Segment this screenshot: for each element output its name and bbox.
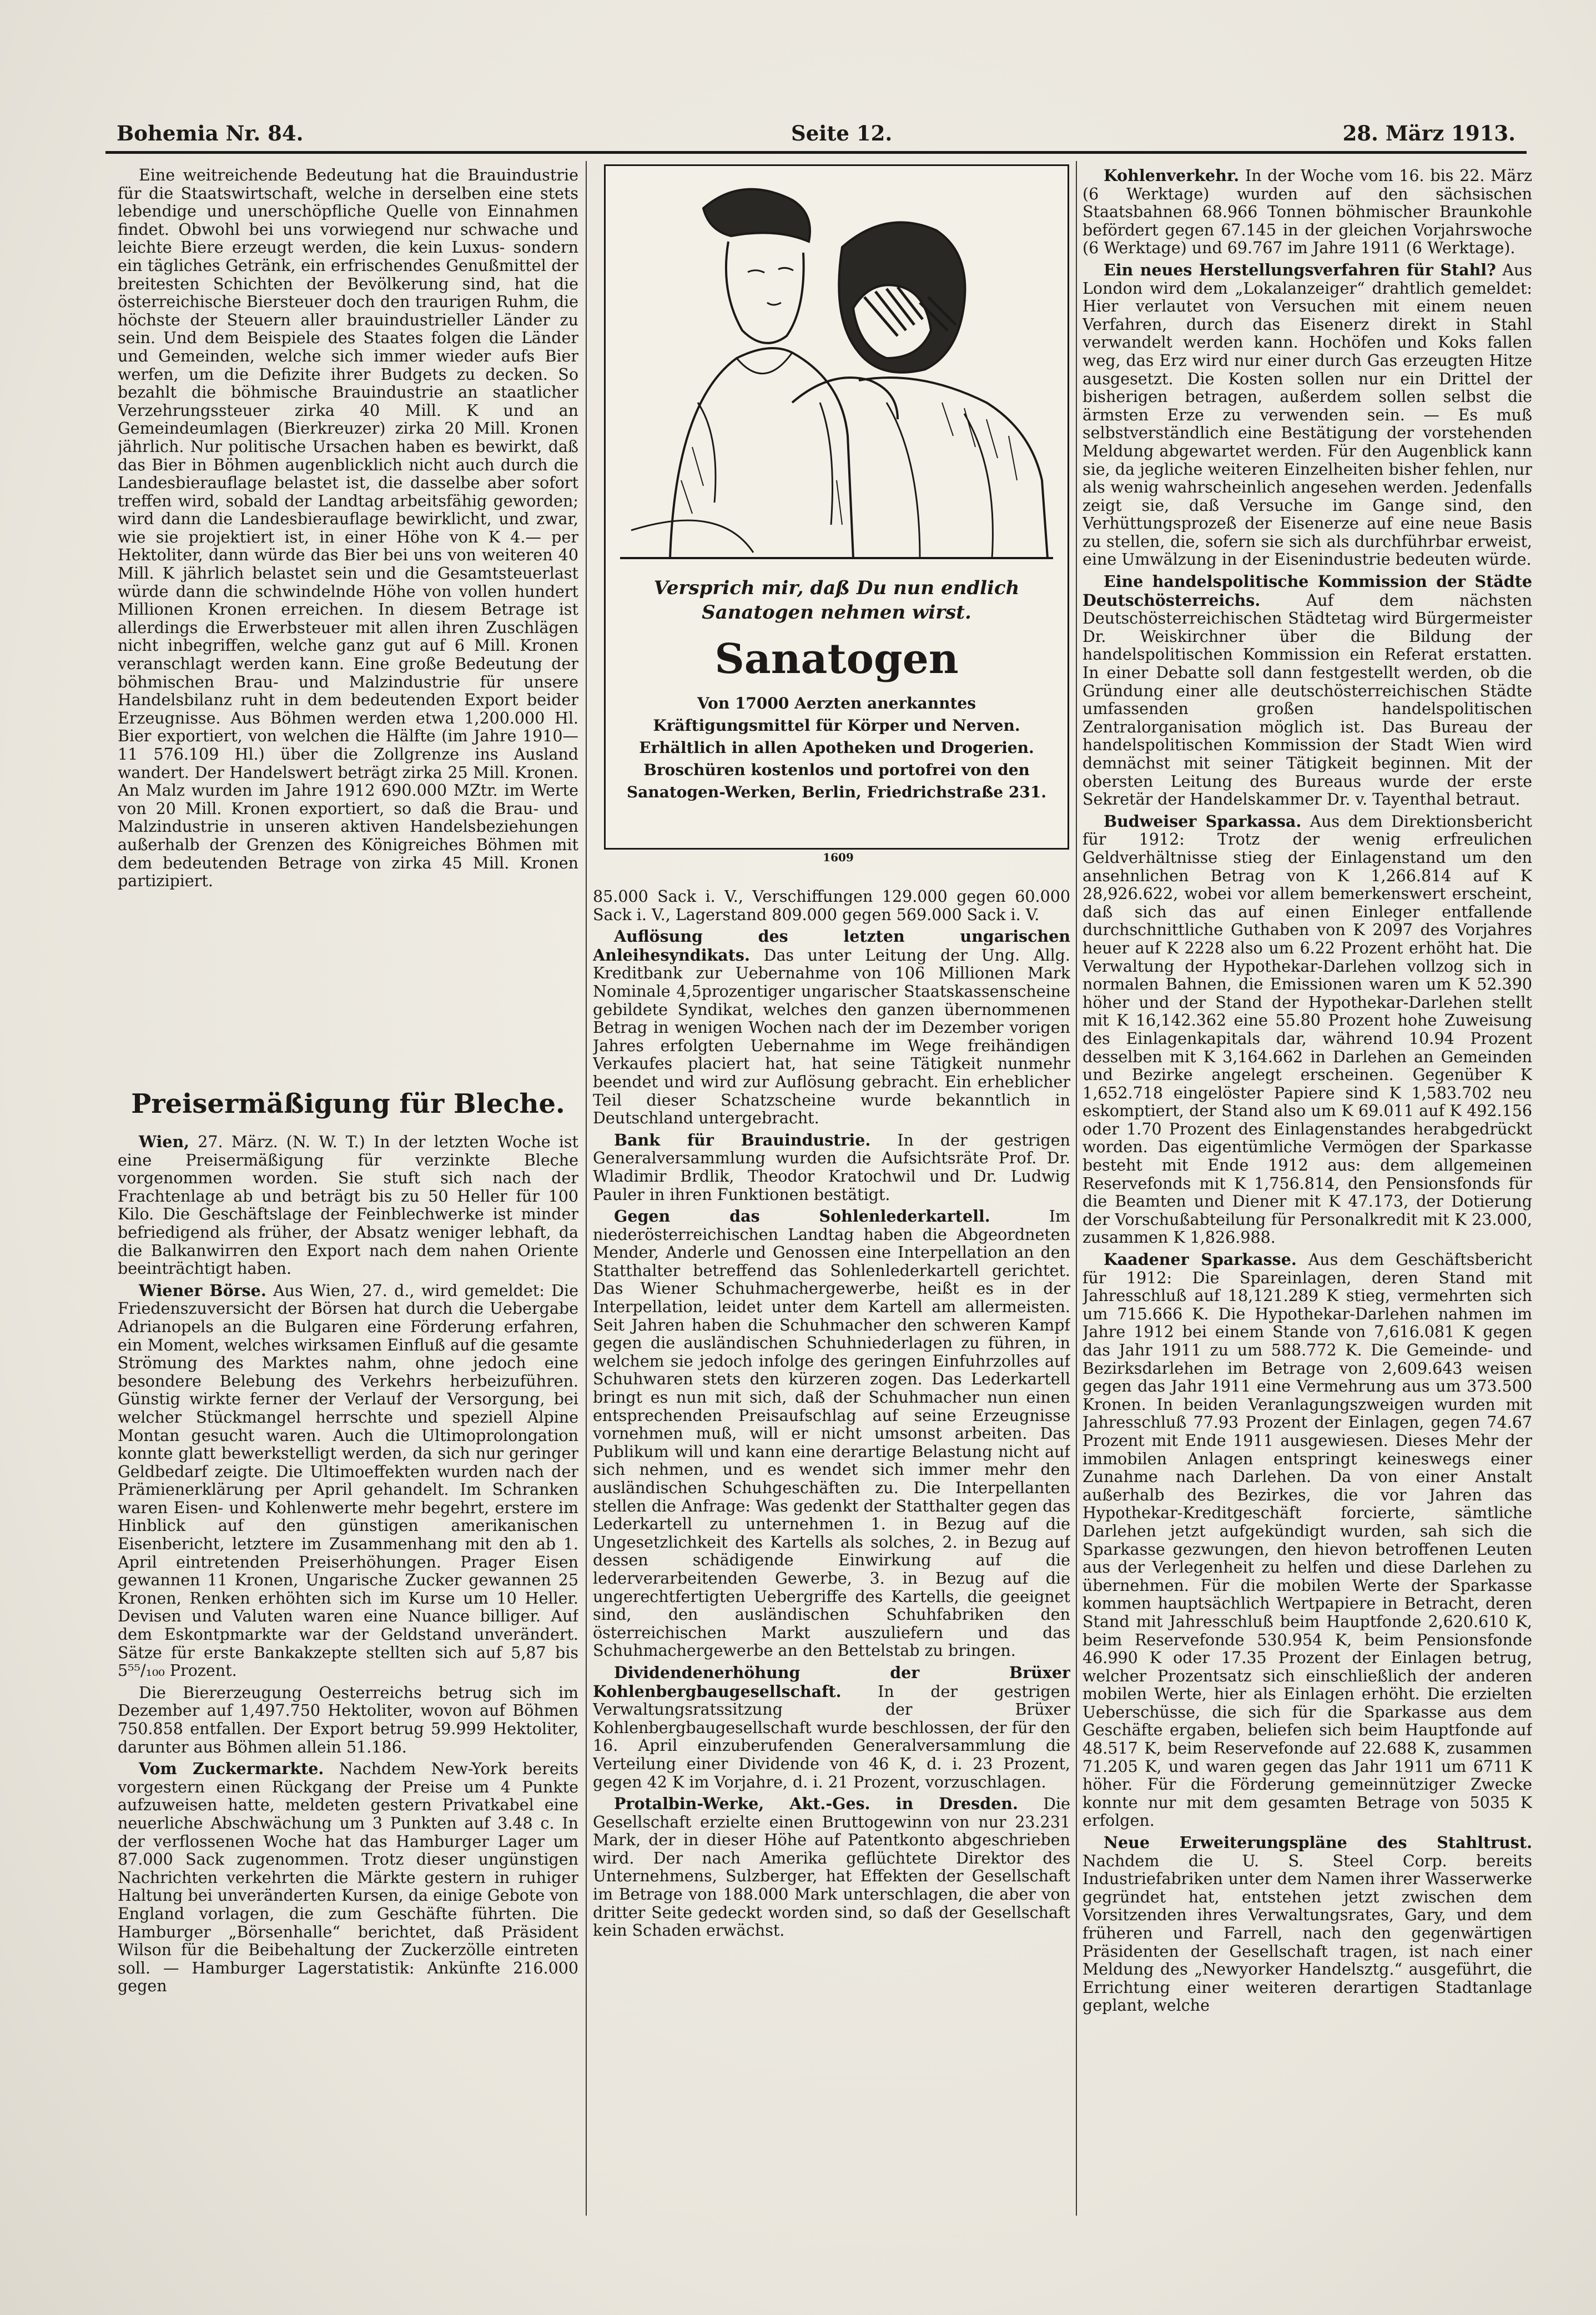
sanatogen-advertisement [604,164,1069,850]
article-paragraph: Eine weitreichende Bedeutung hat die Brauindustrie für die Staatswirtschaft, welche in derselben eine stets lebendige und unerschöpfliche Quelle von Einnahmen findet. Obwohl bei uns vorwiegend nur schwache und leichte Biere erzeugt werden, die kein Luxus- sondern ein tägliches Getränk, ein erfrischendes Genußmittel der breitesten Schichten der Bevölkerung sind, hat die österreichische Biersteuer doch den traurigen Ruhm, die höchste der Steuern aller brauindustrieller Länder zu sein. Und dem Beispiele des Staates folgen die Länder und Gemeinden, welche sich immer wieder aufs Bier werfen, um die Defizite ihrer Budgets zu decken. So bezahlt die böhmische Brauindustrie an staatlicher Verzehrungssteuer zirka 40 Mill. K und an Gemeindeumlagen (Bierkreuzer) zirka 20 Mill. Kronen jährlich. Nur politische Ursachen haben es bewirkt, daß das Bier in Böhmen augenblicklich nicht auch durch die Landesbierauflage belastet ist, die dasselbe aber sofort treffen wird, sobald der Landtag arbeitsfähig geworden; wird dann die Landesbierauflage bewirklicht, und zwar, wie sie projektiert ist, in einer Höhe von K 4.— per Hektoliter, dann würde das Bier bei uns von weiteren 40 Mill. K jährlich belastet sein und die Gesamtsteuerlast würde dann die schwindelnde Höhe von vollen hundert Millionen Kronen erreichen. In diesem Betrage ist allerdings die Erwerbsteuer mit allen ihren Zuschlägen nicht inbegriffen, welche ganz gut auf 6 Mill. Kronen veranschlagt werden kann. Eine große Bedeutung der böhmischen Brau- und Malzindustrie für unsere Handelsbilanz ruht in dem bedeutenden Export beider Erzeugnisse. Aus Böhmen werden etwa 1,200.000 Hl. Bier exportiert, von welchen die Hälfte (im Jahre 1910—11 576.109 Hl.) über die Zollgrenze ins Ausland wandert. Der Handelswert beträgt zirka 25 Mill. Kronen. An Malz wurden im Jahre 1912 690.000 MZtr. im Werte von 20 Mill. Kronen exportiert, so daß die Brau- und Malzindustrie in unseren aktiven Handelsbeziehungen außerhalb der Grenzen des Königreiches Böhmen mit dem bedeutenden Betrage von zirka 45 Mill. Kronen partizipiert. [118,167,578,891]
news-item-text: Die Biererzeugung Oesterreichs betrug sich im Dezember auf 1,497.750 Hektoliter, wovon auf Böhmen 750.858 entfallen. Der Export betrug 59.999 Hektoliter, darunter aus Böhmen allein 51.186. [118,1683,578,1756]
news-item-lead: Kohlenverkehr. [1104,167,1240,185]
news-item [1083,573,1532,809]
news-item-lead: Auflösung des letzten ungarischen Anleihesyndikats. [593,927,1070,965]
news-item [118,1282,578,1680]
news-item [593,1131,1070,1204]
news-item-lead: Vom Zuckermarkte. [139,1759,324,1779]
column-right [1083,167,1532,2221]
news-item-text: 85.000 Sack i. V., Verschiffungen 129.000 gegen 60.000 Sack i. V., Lagerstand 809.000 gegen 569.000 Sack i. V. [593,887,1070,924]
news-item-text: Nachdem New-York bereits vorgestern einen Rückgang der Preise um 4 Punkte aufzuweisen hatte, meldeten gestern Privatkabel eine neuerliche Abschwächung um 3 Punkten auf 3.48 c. In der verflossenen Woche hat das Hamburger Lager um 87.000 Sack zugenommen. Trotz dieser ungünstigen Nachrichten verkehrten die Märkte gestern in ruhiger Haltung bei unveränderten Kursen, da einige Gebote von England vorlagen, die zum Geschäfte führten. Die Hamburger „Börsenhalle“ berichtet, daß Präsident Wilson für die Beibehaltung der Zuckerzölle eintreten soll. — Hamburger Lagerstatistik: Ankünfte 216.000 gegen [118,1760,578,1996]
news-item-text: Aus dem Direktionsbericht für 1912: Trotz der wenig erfreulichen Geldverhältnisse stieg der Einlagenstand um den ansehnlichen Betrag von K 1,266.814 auf K 28,926.622, wobei vor allem bemerkenswert erscheint, daß sich das auf einen Einleger entfallende durchschnittliche Guthaben von K 2097 des Vorjahres heuer auf K 2228 also um 6.22 Prozent erhöht hat. Die Verwaltung der Hypothekar-Darlehen vollzog sich in normalen Bahnen, die Emissionen waren um K 52.390 höher und der Stand der Hypothekar-Darlehen stellt mit K 16,142.362 eine 55.80 Prozent hohe Zuweisung des Einlagenkapitals dar, während 10.94 Prozent desselben mit K 3,164.662 in Darlehen an Gemeinden und Bezirke angelegt erscheinen. Gegenüber K 1,652.718 eingelöster Papiere sind K 1,583.702 neu eskomptiert, der Stand also um K 69.011 auf K 492.156 oder 1.70 Prozent des Einlagenstandes herabgedrückt worden. Das eigentümliche Vermögen der Sparkasse besteht mit Ende 1912 aus: dem allgemeinen Reservefonds mit K 1,756.814, den Pensionsfonds für die Beamten und Diener mit K 47.173, der Dotierung der Vorschußabteilung für Personalkredit mit K 23.000, zusammen K 1,826.988. [1083,812,1532,1247]
ad-body-text: Von 17000 Aerzten anerkanntes Kräftigungsmittel für Körper und Nerven. Erhältlich in allen Apotheken und Drogerien. Broschüren kostenlos und portofrei von den Sanatogen-Werken, Berlin, Friedrichstraße 231. [626,694,1047,801]
news-item [118,1684,578,1756]
news-item-lead: Wien, [139,1133,190,1151]
news-item-text: Das unter Leitung der Ung. Allg. Kreditbank zur Uebernahme von 106 Millionen Mark Nominale 4,5prozentiger ungarischer Staatskassenscheine gebildete Syndikat, welches den ganzen übernommenen Betrag in wenigen Wochen nach der im Dezember vorigen Jahres erfolgten Uebernahme im Wege freihändigen Verkaufes placiert hat, hat seine Tätigkeit nunmehr beendet und wird zur Auflösung gebracht. Ein erheblicher Teil dieser Schatzscheine wurde bekanntlich in Deutschland untergebracht. [593,946,1070,1128]
news-item [118,1760,578,1996]
ad-slogan: Versprich mir, daß Du nun endlich Sanatogen nehmen wirst. [653,577,1020,624]
news-item-text: Nachdem die U. S. Steel Corp. bereits Industriefabriken unter dem Namen ihrer Wasserwerke gegründet hat, entstehen jetzt zwischen dem Vorsitzenden ihres Verwaltungsrates, Gary, und dem früheren und Farrell, nach den gegenwärtigen Präsidenten der Gesellschaft tragen, ist nach einer Meldung des „Newyorker Handelsztg.“ ausgeführt, die Errichtung einer weiteren derartigen Stadtanlage geplant, welche [1083,1851,1532,2015]
news-item [1083,812,1532,1247]
news-item-text: Aus dem Geschäftsbericht für 1912: Die Spareinlagen, deren Stand mit Jahresschluß auf 18,121.289 K stieg, vermehrten sich um 715.666 K. Die Hypothekar-Darlehen nahmen im Jahre 1912 bei einem Stande von 7,616.081 K gegen das Jahr 1911 zu um 588.772 K. Die Gemeinde- und Bezirksdarlehen im Betrage von 2,609.643 weisen gegen das Jahr 1911 eine Vermehrung aus um 373.500 Kronen. In beiden Veranlagungszweigen wurden mit Jahresschluß 77.93 Prozent der Einlagen, gegen 74.67 Prozent mit Ende 1911 ausgewiesen. Dieses Mehr der immobilen Anlagen entspringt keineswegs einer Zunahme nach Darlehen. Da von einer Anstalt außerhalb des Bezirkes, die vor Jahren das Hypothekar-Kreditgeschäft forcierte, sämtliche Darlehen jetzt aufgekündigt wurden, sah sich die Sparkasse gezwungen, den hievon betroffenen Leuten aus der Verlegenheit zu helfen und diese Darlehen zu übernehmen. Für die mobilen Werte der Sparkasse kommen hauptsächlich Wertpapiere in Betracht, deren Stand mit Jahresschluß beim Hauptfonde 2,620.610 K, beim Reservefonde 530.954 K, beim Pensionsfonde 46.990 K oder 17.35 Prozent der Einlagen betrug, welcher Prozentsatz sich einschließlich der anderen mobilen Werte, hier als Einlagen erhöht. Die erzielten Ueberschüsse, die sich für die Sparkasse aus dem Geschäfte ergaben, beliefen sich beim Hauptfonde auf 48.517 K, beim Reservefonde auf 22.688 K, zusammen 71.205 K, und waren gegen das Jahr 1911 um 6711 K höher. Für die Förderung gemeinnütziger Zwecke konnte nur mit dem gesamten Betrage von 5035 K erfolgen. [1083,1251,1532,1830]
header-rule [105,151,1527,154]
ad-illustration [609,169,1064,570]
news-item-lead: Dividendenerhöhung der Brüxer Kohlenbergbaugesellschaft. [593,1663,1070,1701]
ad-brand-name: Sanatogen [714,635,959,683]
news-item-lead: Gegen das Sohlenlederkartell. [614,1207,990,1226]
column-rule-right [1076,161,1077,2216]
news-item-text: Im niederösterreichischen Landtag haben die Abgeordneten Mender, Anderle und Genossen eine Interpellation an den Statthalter betreffend das Sohlenlederkartell gerichtet. Das Wiener Schuhmachergewerbe, heißt es in der Interpellation, leidet unter dem Kartell am allermeisten. Seit Jahren haben die Schuhmacher den schweren Kampf gegen die ausländischen Schuhniederlagen zu führen, in welchem sie jedoch infolge des geringen Einfuhrzolles auf Schuhwaren stets den kürzeren zogen. Das Lederkartell bringt es nun mit sich, daß der Schuhmacher nun einen entsprechenden Preisaufschlag auf seine Erzeugnisse vornehmen muß, will er nicht umsonst arbeiten. Das Publikum will und kann eine derartige Belastung nicht auf sich nehmen, und es wendet sich immer mehr den ausländischen Schuhgeschäften zu. Die Interpellanten stellen die Anfrage: Was gedenkt der Statthalter gegen das Lederkartell zu unternehmen 1. in Bezug auf die Ungesetzlichkeit des Kartells als solches, 2. in Bezug auf dessen schädigende Einwirkung auf die lederverarbeitenden Gewerbe, 3. in Bezug auf die ungerechtfertigten Uebergriffe des Kartells, die geeignet sind, den ausländischen Schuhfabriken den österreichischen Markt auszuliefern und das Schuhmachergewerbe an den Bettelstab zu bringen. [593,1207,1070,1660]
headline-preisermaessigung: Preisermäßigung für Bleche. [131,1088,565,1119]
news-item [593,1664,1070,1791]
news-item [1083,1834,1532,2015]
news-item-lead: Ein neues Herstellungsverfahren für Stahl? [1104,260,1496,279]
page-header [117,121,1516,149]
news-item [118,1133,578,1278]
article-brauindustrie [118,167,578,1083]
news-item-lead: Protalbin-Werke, Akt.-Ges. in Dresden. [614,1794,1018,1814]
ad-text-block [617,576,1056,804]
header-publication: Bohemia Nr. 84. [117,121,304,145]
news-item [593,1207,1070,1660]
header-date: 28. März 1913. [1342,121,1516,145]
news-item-lead: Budweiser Sparkassa. [1104,811,1302,831]
news-item-text: Die Gesellschaft erzielte einen Bruttogewinn von nur 23.231 Mark, der in dieser Höhe auf Patentkonto abgeschrieben wird. Der nach Amerika geflüchtete Direktor des Unternehmens, Sulzberger, hat Effekten der Gesellschaft im Betrage von 188.000 Mark unterschlagen, die aber von dritter Seite gedeckt worden sind, so daß der Gesellschaft kein Schaden erwächst. [593,1795,1070,1940]
news-item [593,1795,1070,1940]
news-item-lead: Eine handelspolitische Kommission der Städte Deutschösterreichs. [1083,572,1532,610]
column-middle [593,887,1070,2214]
news-item-text: In der gestrigen Verwaltungsratssitzung der Brüxer Kohlenbergbaugesellschaft wurde beschlossen, der für den 16. April einzuberufenden Generalversammlung die Verteilung einer Dividende von 46 K, d. i. 23 Prozent, gegen 42 K im Vorjahre, d. i. 21 Prozent, vorzuschlagen. [593,1682,1070,1791]
ad-number: 1609 [823,851,854,864]
news-item [1083,167,1532,258]
header-page-number: Seite 12. [791,121,893,145]
news-item-lead: Neue Erweiterungspläne des Stahltrust. [1104,1833,1532,1852]
news-item-lead: Kaadener Sparkasse. [1104,1250,1297,1269]
news-item [1083,1251,1532,1830]
news-item-text: Aus Wien, 27. d., wird gemeldet: Die Friedenszuversicht der Börsen hat durch die Uebergabe Adrianopels an die Bulgaren eine Förderung erfahren, ein Moment, welches wirksamen Einfluß auf die gesamte Strömung des Marktes nahm, ohne jedoch eine besondere Belebung des Verkehrs herbeizuführen. Günstig wirkte ferner der Verlauf der Versorgung, bei welcher Stückmangel herrschte und speziell Alpine Montan gesucht waren. Auch die Ultimoprolongation konnte glatt bewerkstelligt werden, da sich nur geringer Geldbedarf zeigte. Die Ultimoeffekten wurden nach der Prämienerklärung per April gehandelt. Im Schranken waren Eisen- und Kohlenwerte mehr begehrt, erstere im Hinblick auf den günstigen amerikanischen Eisenbericht, letztere im Zusammenhang mit den ab 1. April eintretenden Preiserhöhungen. Prager Eisen gewannen 11 Kronen, Ungarische Zucker gewannen 25 Kronen, Renken erhöhten sich im Kurse um 10 Heller. Devisen und Valuten waren eine Nuance billiger. Auf dem Eskontpmarkte war der Geldstand unverändert. Sätze für erste Bankakzepte stellten sich auf 5,87 bis 5⁵⁵/₁₀₀ Prozent. [118,1281,578,1680]
news-item-text: Aus London wird dem „Lokalanzeiger“ drahtlich gemeldet: Hier verlautet von Versuchen mit einem neuen Verfahren, durch das Eisenerz direkt in Stahl verwandelt werden kann. Hochöfen und Koks fallen weg, das Erz wird nur einer durch Gas erzeugten Hitze ausgesetzt. Die Kosten sollen nur ein Drittel der bisherigen betragen, außerdem sollen selbst die ärmsten Erze zu verwenden sein. — Es muß selbstverständlich eine Bestätigung der vorstehenden Meldung abgewartet werden. Für den Augenblick kann sie, da jegliche weiteren Einzelheiten bisher fehlen, nur als wenig wahrscheinlich angesehen werden. Jedenfalls zeigt sie, daß Versuche im Gange sind, den Verhüttungsprozeß der Eisenerze auf eine neue Basis zu stellen, die, sofern sie sich als durchführbar erweist, eine Umwälzung in der Eisenindustrie bedeuten würde. [1083,260,1532,569]
column-rule-left [586,161,587,2216]
news-item [593,927,1070,1128]
news-item-lead: Bank für Brauindustrie. [614,1130,871,1149]
news-item-text: Auf dem nächsten Deutschösterreichischen Städtetag wird Bürgermeister Dr. Weiskirchner über die Bildung der handelspolitischen Kommission ein Referat erstatten. In einer Debatte soll dann festgestellt werden, ob die Gründung einer alle deutschösterreichischen Städte umfassenden großen handelspolitischen Zentralorganisation möglich ist. Das Bureau der handelspolitischen Kommission der Stadt Wien wird demnächst mit seiner Tätigkeit beginnen. Mit der obersten Leitung des Bureaus wurde der erste Sekretär der Handelskammer Dr. v. Tayenthal betraut. [1083,591,1532,809]
column-left-lower [118,1133,578,2213]
news-item-lead: Wiener Börse. [139,1280,266,1300]
news-item [593,887,1070,924]
news-item-text: In der Woche vom 16. bis 22. März (6 Werktage) wurden auf den sächsischen Staatsbahnen 68.966 Tonnen böhmischer Braunkohle befördert gegen 67.145 in der gleichen Vorjahrswoche (6 Werktage) und 69.767 im Jahre 1911 (6 Werktage). [1083,167,1532,258]
news-item-text: 27. März. (N. W. T.) In der letzten Woche ist eine Preisermäßigung für verzinkte Bleche vorgenommen worden. Sie stuft sich nach der Frachtenlage ab und beträgt bis zu 50 Heller für 100 Kilo. Die Geschäftslage der Feinblechwerke ist minder befriedigend als früher, der Absatz weniger lebhaft, da die Balkanwirren den Export nach dem nahen Oriente beeinträchtigt haben. [118,1133,578,1278]
news-item-text: In der gestrigen Generalversammlung wurden die Aufsichtsräte Prof. Dr. Wladimir Brdlik, Theodor Kratochwil und Dr. Ludwig Pauler in ihren Funktionen bestätigt. [593,1131,1070,1204]
news-item [1083,261,1532,569]
